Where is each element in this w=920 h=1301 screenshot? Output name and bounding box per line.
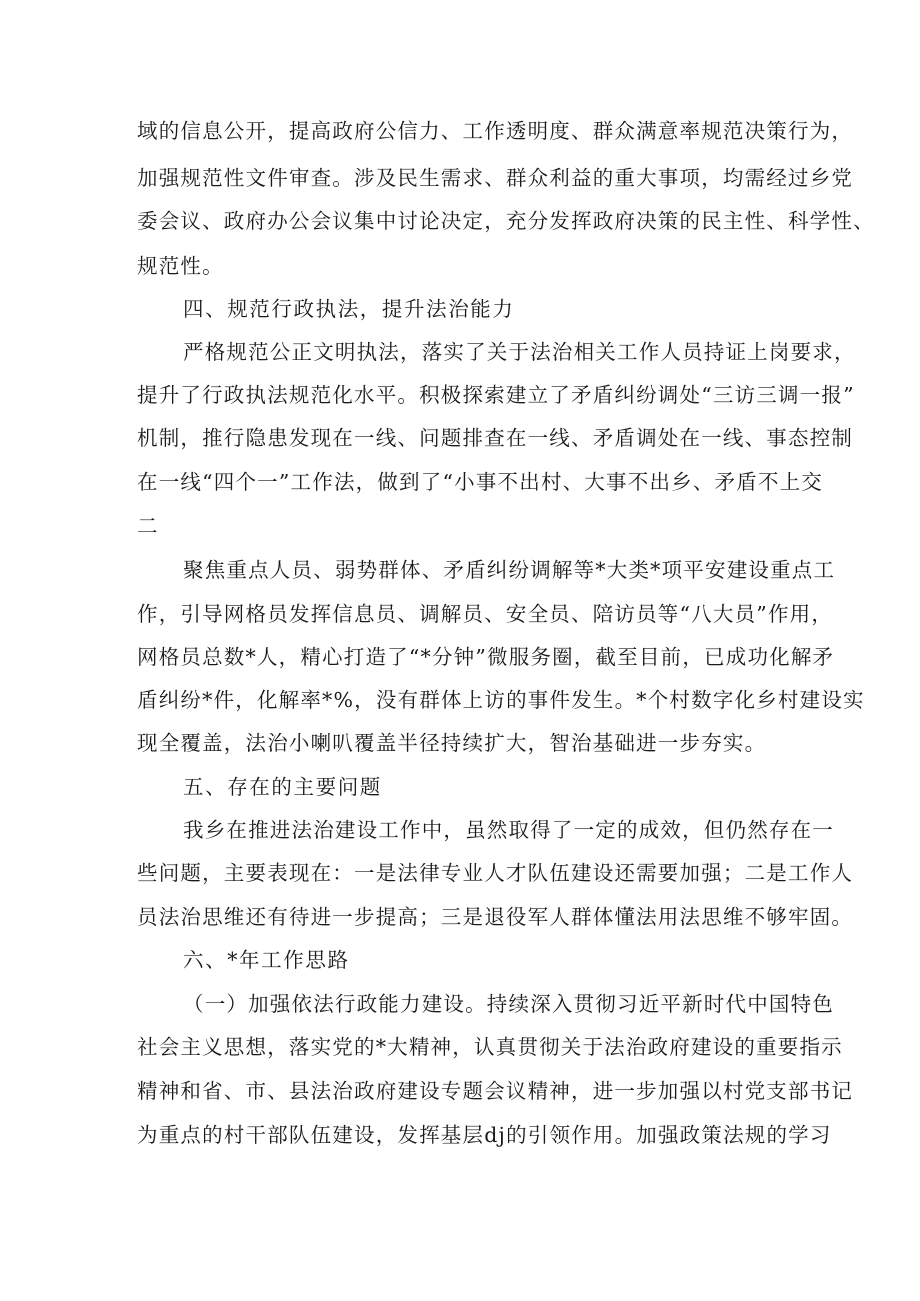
text-line: 盾纠纷*件，化解率*%，没有群体上访的事件发生。*个村数字化乡村建设实 [137, 688, 865, 712]
text-line: 域的信息公开，提高政府公信力、工作透明度、群众满意率规范决策行为， [137, 119, 854, 143]
text-line: 现全覆盖，法治小喇叭覆盖半径持续扩大，智治基础进一步夯实。 [137, 731, 767, 755]
text-line: 我乡在推进法治建设工作中，虽然取得了一定的成效，但仍然存在一 [183, 818, 834, 842]
text-line: 员法治思维还有待进一步提高；三是退役军人群体懂法用法思维不够牢固。 [137, 905, 854, 929]
text-line: 些问题，主要表现在：一是法律专业人才队伍建设还需要加强；二是工作人 [137, 861, 854, 885]
text-line: （一）加强依法行政能力建设。持续深入贯彻习近平新时代中国特色 [183, 992, 834, 1016]
section-heading: 五、存在的主要问题 [183, 775, 382, 799]
text-line: 规范性。 [137, 254, 224, 278]
section-heading: 四、规范行政执法，提升法治能力 [183, 297, 515, 321]
text-line: 二 [137, 514, 159, 538]
text-line: 委会议、政府办公会议集中讨论决定，充分发挥政府决策的民主性、科学性、 [137, 209, 875, 233]
text-line: 在一线“四个一”工作法，做到了“小事不出村、大事不出乡、矛盾不上交 [137, 470, 824, 494]
text-line: 作，引导网格员发挥信息员、调解员、安全员、陪访员等“八大员”作用， [137, 602, 834, 626]
text-line: 提升了行政执法规范化水平。积极探索建立了矛盾纠纷调处“三访三调一报” [137, 383, 855, 407]
text-line: 精神和省、市、县法治政府建设专题会议精神，进一步加强以村党支部书记 [137, 1079, 854, 1103]
text-line: 加强规范性文件审查。涉及民生需求、群众利益的重大事项，均需经过乡党 [137, 166, 854, 190]
section-heading: 六、*年工作思路 [183, 948, 350, 972]
text-line: 社会主义思想，落实党的*大精神，认真贯彻关于法治政府建设的重要指示 [137, 1035, 843, 1059]
text-line: 严格规范公正文明执法，落实了关于法治相关工作人员持证上岗要求， [183, 340, 856, 364]
text-line: 机制，推行隐患发现在一线、问题排查在一线、矛盾调处在一线、事态控制 [137, 426, 854, 450]
text-line: 网格员总数*人，精心打造了“*分钟”微服务圈，截至目前，已成功化解矛 [137, 645, 835, 669]
text-line: 聚焦重点人员、弱势群体、矛盾纠纷调解等*大类*项平安建设重点工 [183, 558, 836, 582]
text-line: 为重点的村干部队伍建设，发挥基层dj的引领作用。加强政策法规的学习 [137, 1123, 832, 1147]
